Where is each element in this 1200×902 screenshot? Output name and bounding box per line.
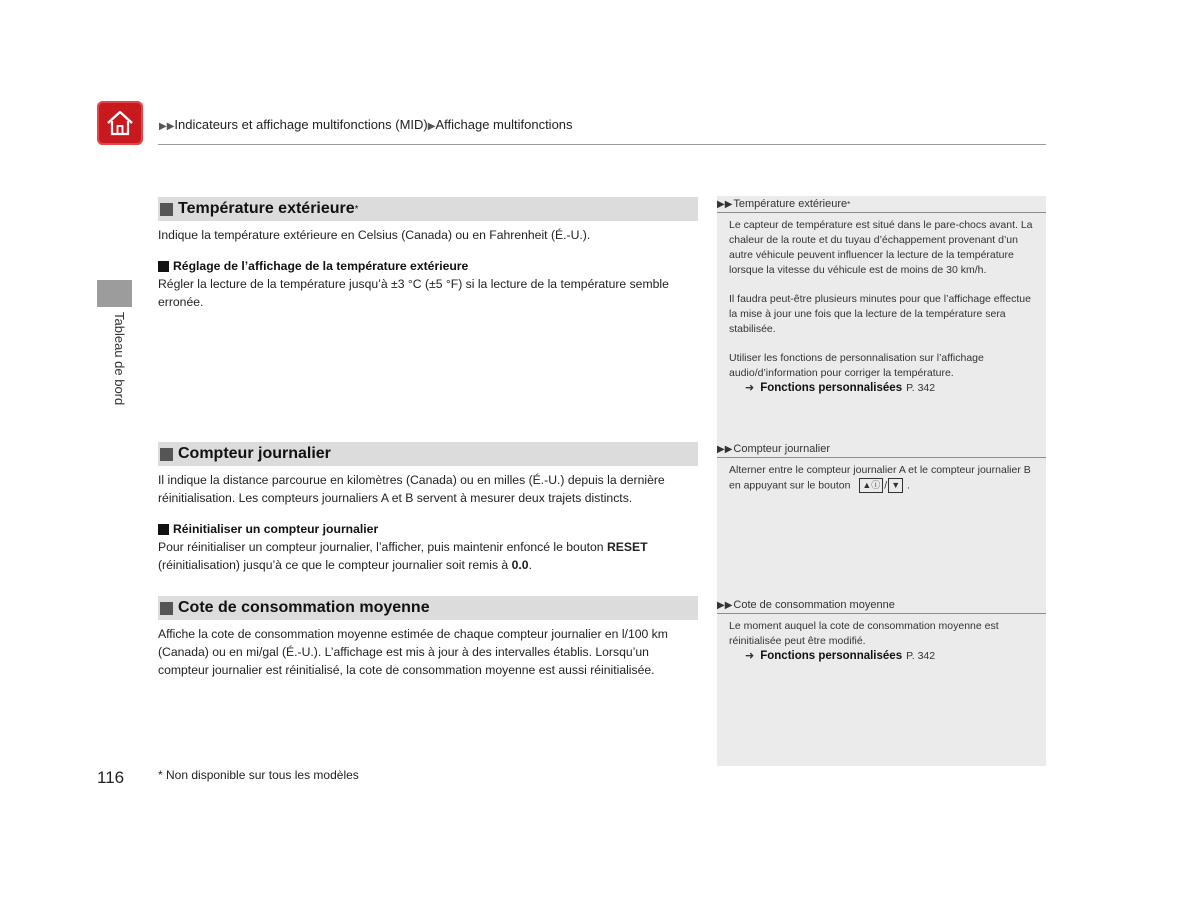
reset-text-before: Pour réinitialiser un compteur journalier, l’afficher, puis maintenir enfoncé le bouton [158, 540, 607, 554]
header-divider [158, 144, 1046, 145]
note-marker-icon: ▶▶ [717, 444, 733, 455]
note-body [729, 218, 1034, 396]
reset-button-name: RESET [606, 540, 648, 554]
section-title: Compteur journalier [178, 445, 331, 462]
note-end-punctuation: . [907, 479, 910, 492]
note-paragraph: Il faudra peut-être plusieurs minutes pour que l’affichage effectue la mise à jour une fois que la lecture de la température sera stabilisée. [729, 293, 1031, 335]
asterisk-mark: * [354, 203, 359, 215]
asterisk-mark: * [847, 200, 851, 209]
info-up-button-icon: ▲ⓘ [859, 478, 883, 493]
subsection-heading [158, 257, 698, 275]
section-heading [158, 596, 698, 620]
section-intro: Il indique la distance parcourue en kilomètres (Canada) ou en milles (É.-U.) depuis la dernière réinitialisation. Les compteurs journaliers A et B servent à mesurer deux trajets distincts. [158, 473, 665, 505]
note-paragraph: Alterner entre le compteur journalier A et le compteur journalier B en appuyant sur le bouton [729, 464, 1031, 492]
sidebar-notes [717, 196, 1046, 766]
note-title: Cote de consommation moyenne [733, 599, 895, 611]
chapter-tab-label: Tableau de bord [112, 312, 127, 406]
section-heading [158, 442, 698, 466]
cross-reference-link[interactable] [745, 381, 1034, 396]
arrow-right-icon: ➜ [745, 650, 755, 662]
note-paragraph: Le capteur de température est situé dans le pare-chocs avant. La chaleur de la route et du tuyau d’échappement provenant d’un autre véhicule peuvent influencer la lecture de la température lorsque la vitesse du véhicule est de moins de 30 km/h. [729, 219, 1033, 276]
square-bullet-icon [158, 261, 169, 272]
note-marker-icon: ▶▶ [717, 199, 733, 210]
note-heading [717, 442, 1046, 458]
breadcrumb-link-mid[interactable]: Indicateurs et affichage multifonctions (MID) [174, 117, 428, 132]
key-separator: / [884, 479, 888, 492]
breadcrumb-current: Affichage multifonctions [435, 117, 573, 132]
note-heading [717, 598, 1046, 614]
section-title: Cote de consommation moyenne [178, 599, 430, 616]
note-marker-icon: ▶▶ [717, 600, 733, 611]
xref-page: P. 342 [906, 650, 936, 662]
note-paragraph: Le moment auquel la cote de consommation moyenne est réinitialisée peut être modifié. [729, 620, 999, 647]
chapter-tab-marker [97, 280, 132, 307]
xref-page: P. 342 [906, 382, 936, 394]
subsection-text: Régler la lecture de la température jusqu’à ±3 °C (±5 °F) si la lecture de la température semble erronée. [158, 277, 669, 309]
note-title: Compteur journalier [733, 443, 830, 455]
breadcrumb-separator: ▶ [427, 121, 436, 132]
down-button-icon: ▼ [888, 478, 903, 493]
subsection-text [158, 538, 698, 574]
section-intro: Indique la température extérieure en Celsius (Canada) ou en Fahrenheit (É.-U.). [158, 228, 591, 242]
xref-label: Fonctions personnalisées [760, 382, 903, 394]
home-icon [105, 109, 135, 137]
note-body [729, 619, 1034, 664]
note-title: Température extérieure [733, 198, 848, 210]
note-heading [717, 197, 1046, 213]
section-heading [158, 197, 698, 221]
section-intro: Affiche la cote de consommation moyenne estimée de chaque compteur journalier en l/100 km (Canada) ou en mi/gal (É.-U.). L’affichage est mis à jour à des intervalles établis. Lorsqu’un compteur journalier est réinitialisé, la cote de consommation moyenne est aussi réinitialisée. [158, 627, 668, 677]
square-bullet-icon [158, 524, 169, 535]
square-bullet-icon [160, 602, 173, 615]
page-number: 116 [97, 768, 125, 787]
square-bullet-icon [160, 203, 173, 216]
xref-label: Fonctions personnalisées [760, 650, 903, 662]
subsection-title: Réglage de l’affichage de la température extérieure [173, 259, 469, 273]
breadcrumb-arrows: ▶▶ [159, 121, 175, 132]
section-title: Température extérieure [178, 200, 355, 217]
note-body [729, 463, 1034, 493]
home-button[interactable] [97, 101, 143, 145]
note-paragraph: Utiliser les fonctions de personnalisation sur l’affichage audio/d’information pour corriger la température. [729, 352, 984, 379]
footnote: * Non disponible sur tous les modèles [158, 768, 359, 782]
breadcrumb [159, 117, 573, 132]
section-average-fuel [158, 596, 698, 679]
section-trip-meter [158, 442, 698, 574]
section-outside-temperature [158, 197, 698, 311]
cross-reference-link[interactable] [745, 649, 1034, 664]
square-bullet-icon [160, 448, 173, 461]
arrow-right-icon: ➜ [745, 382, 755, 394]
subsection-title: Réinitialiser un compteur journalier [173, 522, 379, 536]
reset-text-middle: (réinitialisation) jusqu’à ce que le compteur journalier soit remis à [158, 558, 512, 572]
reset-text-end: . [528, 558, 532, 572]
subsection-heading [158, 520, 698, 538]
reset-value: 0.0 [511, 558, 529, 572]
